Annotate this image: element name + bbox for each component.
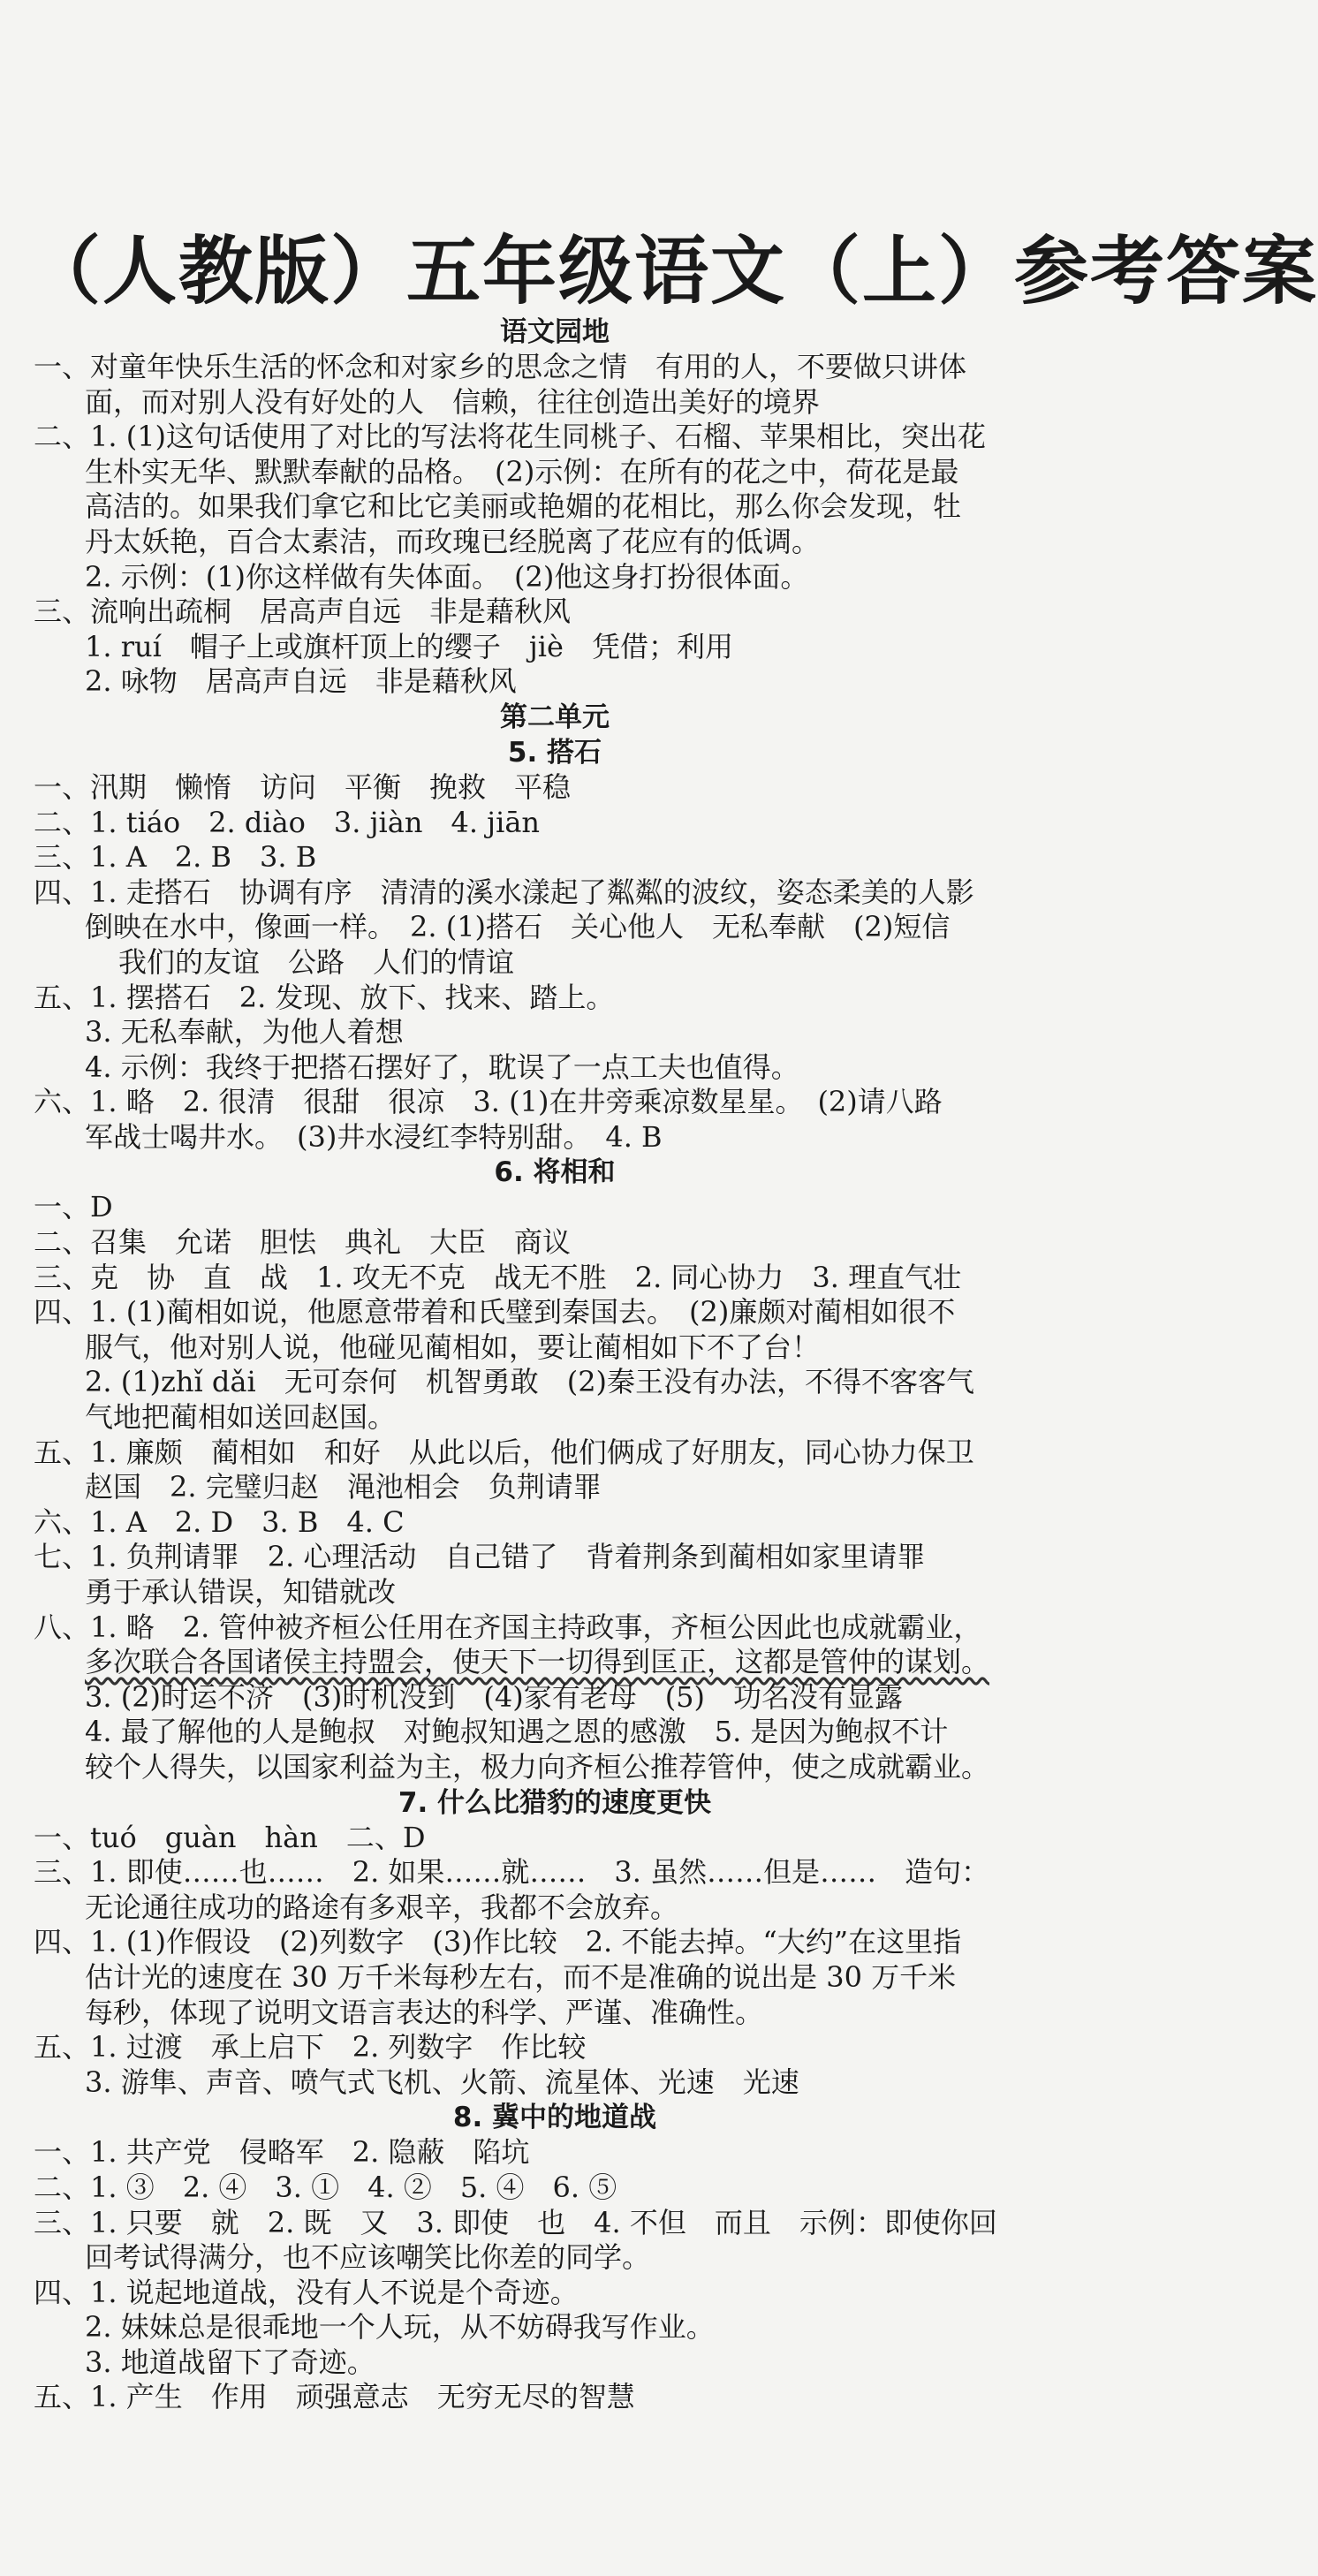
answer-line: 五、1. 廉颇 蔺相如 和好 从此以后，他们俩成了好朋友，同心协力保卫 [34, 1435, 974, 1469]
answer-line: 一、D [34, 1190, 113, 1224]
answer-line: 四、1. 走搭石 协调有序 清清的溪水漾起了粼粼的波纹，姿态柔美的人影 [34, 875, 974, 909]
answer-line: 2. 示例：(1)你这样做有失体面。 (2)他这身打扮很体面。 [85, 559, 809, 594]
answer-line: 三、1. 只要 就 2. 既 又 3. 即使 也 4. 不但 而且 示例：即使你回 [34, 2205, 997, 2239]
answer-line: 倒映在水中，像画一样。 2. (1)搭石 关心他人 无私奉献 (2)短信 [85, 910, 951, 944]
page-title: （人教版）五年级语文（上）参考答案 [27, 227, 1318, 314]
answer-line: 三、流响出疏桐 居高声自远 非是藉秋风 [34, 595, 572, 629]
answer-line: 面，而对别人没有好处的人 信赖，往往创造出美好的境界 [85, 384, 821, 419]
answer-line: 五、1. 过渡 承上启下 2. 列数字 作比较 [34, 2030, 587, 2065]
answer-line: 三、1. A 2. B 3. B [34, 840, 317, 875]
answer-line: 五、1. 摆搭石 2. 发现、放下、找来、踏上。 [34, 980, 615, 1014]
answer-line: 3. 地道战留下了奇迹。 [85, 2345, 375, 2379]
answer-content [34, 314, 1076, 2415]
answer-line: 一、对童年快乐生活的怀念和对家乡的思念之情 有用的人，不要做只讲体 [34, 350, 967, 383]
answer-line: 气地把蔺相如送回赵国。 [85, 1400, 397, 1435]
answer-line: 五、1. 产生 作用 顽强意志 无穷无尽的智慧 [34, 2380, 635, 2414]
answer-line: 生朴实无华、默默奉献的品格。 (2)示例：在所有的花之中，荷花是最 [85, 454, 959, 489]
answer-line: 3. 游隼、声音、喷气式飞机、火箭、流星体、光速 光速 [85, 2065, 799, 2099]
answer-line: 服气，他对别人说，他碰见蔺相如，要让蔺相如下不了台！ [85, 1330, 821, 1364]
answer-line: 2. 妹妹总是很乖地一个人玩，从不妨碍我写作业。 [85, 2310, 715, 2345]
answer-line: 四、1. 说起地道战，没有人不说是个奇迹。 [34, 2275, 579, 2309]
answer-line: 六、1. 略 2. 很清 很甜 很凉 3. (1)在井旁乘凉数星星。 (2)请八路 [34, 1085, 943, 1119]
answer-line: 较个人得失，以国家利益为主，极力向齐桓公推荐管仲，使之成就霸业。 [85, 1749, 990, 1784]
answer-line: 四、1. (1)作假设 (2)列数字 (3)作比较 2. 不能去掉。“大约”在这里指 [34, 1925, 962, 1959]
answer-line: 2. (1)zhǐ dǎi 无可奈何 机智勇敢 (2)秦王没有办法，不得不客客气 [85, 1365, 975, 1399]
answer-line: 勇于承认错误，知错就改 [85, 1575, 397, 1609]
answer-line: 四、1. (1)蔺相如说，他愿意带着和氏璧到秦国去。 (2)廉颇对蔺相如很不 [34, 1295, 956, 1330]
answer-line: 3. 无私奉献，为他人着想 [85, 1015, 404, 1049]
section-heading: 5. 搭石 [507, 736, 602, 769]
answer-line: 七、1. 负荆请罪 2. 心理活动 自己错了 背着荆条到蔺相如家里请罪 [34, 1540, 926, 1574]
answer-line: 二、1. tiáo 2. diào 3. jiàn 4. jiān [34, 805, 541, 839]
section-heading: 8. 冀中的地道战 [452, 2102, 657, 2134]
answer-line: 二、1. (1)这句话使用了对比的写法将花生同桃子、石榴、苹果相比，突出花 [34, 420, 987, 454]
answer-line: 回考试得满分，也不应该嘲笑比你差的同学。 [85, 2240, 651, 2275]
section-heading: 语文园地 [500, 316, 610, 348]
section-heading: 7. 什么比猎豹的速度更快 [398, 1786, 712, 1819]
answer-line: 无论通往成功的路途有多艰辛，我都不会放弃。 [85, 1890, 679, 1924]
answer-line: 估计光的速度在 30 万千米每秒左右，而不是准确的说出是 30 万千米 [85, 1959, 957, 1994]
answer-line: 我们的友谊 公路 人们的情谊 [118, 944, 515, 979]
answer-line: 三、1. 即使……也…… 2. 如果……就…… 3. 虽然……但是…… 造句： [34, 1855, 990, 1890]
section-heading: 6. 将相和 [494, 1156, 616, 1189]
answer-line: 每秒，体现了说明文语言表达的科学、严谨、准确性。 [85, 1995, 764, 2029]
answer-line: 4. 最了解他的人是鲍叔 对鲍叔知遇之恩的感激 5. 是因为鲍叔不计 [85, 1715, 949, 1749]
answer-line: 八、1. 略 2. 管仲被齐桓公任用在齐国主持政事，齐桓公因此也成就霸业， [34, 1610, 982, 1644]
answer-line: 丹太妖艳，百合太素洁，而玫瑰已经脱离了花应有的低调。 [85, 524, 821, 558]
answer-line: 一、汛期 懒惰 访问 平衡 挽救 平稳 [34, 769, 572, 804]
answer-line: 赵国 2. 完璧归赵 渑池相会 负荆请罪 [85, 1470, 602, 1504]
answer-line: 3. (2)时运不济 (3)时机没到 (4)家有老母 (5) 功名没有显露 [85, 1679, 904, 1714]
answer-line: 4. 示例：我终于把搭石摆好了，耽误了一点工夫也值得。 [85, 1049, 799, 1084]
answer-line: 一、1. 共产党 侵略军 2. 隐蔽 陷坑 [34, 2135, 530, 2170]
answer-line: 1. ruí 帽子上或旗杆顶上的缨子 jiè 凭借；利用 [85, 629, 733, 663]
answer-line: 军战士喝井水。 (3)井水浸红李特别甜。 4. B [85, 1119, 663, 1154]
answer-line: 六、1. A 2. D 3. B 4. C [34, 1504, 405, 1539]
answer-line: 多次联合各国诸侯主持盟会，使天下一切得到匡正，这都是管仲的谋划。 [85, 1645, 990, 1679]
answer-line: 二、1. ③ 2. ④ 3. ① 4. ② 5. ④ 6. ⑤ [34, 2170, 617, 2204]
answer-line: 二、召集 允诺 胆怯 典礼 大臣 商议 [34, 1225, 572, 1260]
answer-line: 高洁的。如果我们拿它和比它美丽或艳媚的花相比，那么你会发现，牡 [85, 489, 962, 524]
section-heading: 第二单元 [500, 701, 610, 733]
answer-line: 三、克 协 直 战 1. 攻无不克 战无不胜 2. 同心协力 3. 理直气壮 [34, 1260, 962, 1294]
answer-line: 2. 咏物 居高声自远 非是藉秋风 [85, 664, 517, 699]
answer-line: 一、tuó guàn hàn 二、D [34, 1820, 426, 1854]
